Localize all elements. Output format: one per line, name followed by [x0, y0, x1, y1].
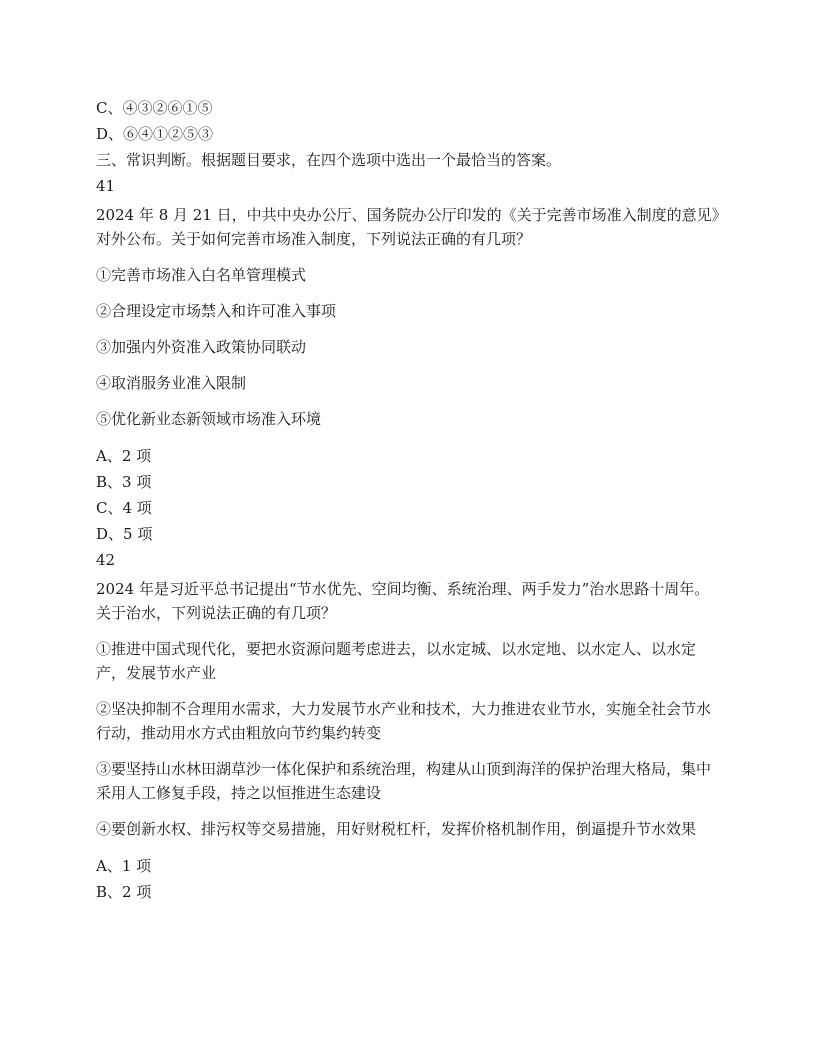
document-page	[96, 95, 720, 905]
statement-41-2: ②合理设定市场禁入和许可准入事项	[96, 302, 337, 320]
option-42-a: A、1 项	[96, 857, 152, 875]
question-number-42: 42	[96, 551, 116, 569]
option-d-prev: D、⑥④①②⑤③	[96, 125, 214, 143]
question-stem-41: 2024 年 8 月 21 日，中共中央办公厅、国务院办公厅印发的《关于完善市场准入制度的意见》对外公布。关于如何完善市场准入制度，下列说法正确的有几项？	[96, 206, 720, 248]
question-number-41: 41	[96, 177, 116, 195]
statement-42-3: ③要坚持山水林田湖草沙一体化保护和系统治理，构建从山顶到海洋的保护治理大格局，集中采用人工修复手段，持之以恒推进生态建设	[96, 760, 712, 802]
option-41-a: A、2 项	[96, 447, 152, 465]
statement-42-4: ④要创新水权、排污权等交易措施，用好财税杠杆，发挥价格机制作用，倒逼提升节水效果	[96, 820, 697, 838]
option-41-b: B、3 项	[96, 473, 152, 491]
question-stem-42: 2024 年是习近平总书记提出“节水优先、空间均衡、系统治理、两手发力”治水思路十周年。关于治水，下列说法正确的有几项？	[96, 580, 710, 622]
option-c-prev: C、④③②⑥①⑤	[96, 99, 213, 117]
option-42-b: B、2 项	[96, 883, 152, 901]
statement-41-5: ⑤优化新业态新领域市场准入环境	[96, 410, 322, 428]
option-41-c: C、4 项	[96, 499, 152, 517]
statement-42-2: ②坚决抑制不合理用水需求，大力发展节水产业和技术，大力推进农业节水，实施全社会节水行动，推动用水方式由粗放向节约集约转变	[96, 700, 712, 742]
statement-42-1: ①推进中国式现代化，要把水资源问题考虑进去，以水定城、以水定地、以水定人、以水定产，发展节水产业	[96, 640, 697, 682]
statement-41-4: ④取消服务业准入限制	[96, 374, 247, 392]
statement-41-1: ①完善市场准入白名单管理模式	[96, 266, 307, 284]
option-41-d: D、5 项	[96, 525, 153, 543]
statement-41-3: ③加强内外资准入政策协同联动	[96, 338, 307, 356]
section-header: 三、常识判断。根据题目要求，在四个选项中选出一个最恰当的答案。	[96, 151, 562, 169]
